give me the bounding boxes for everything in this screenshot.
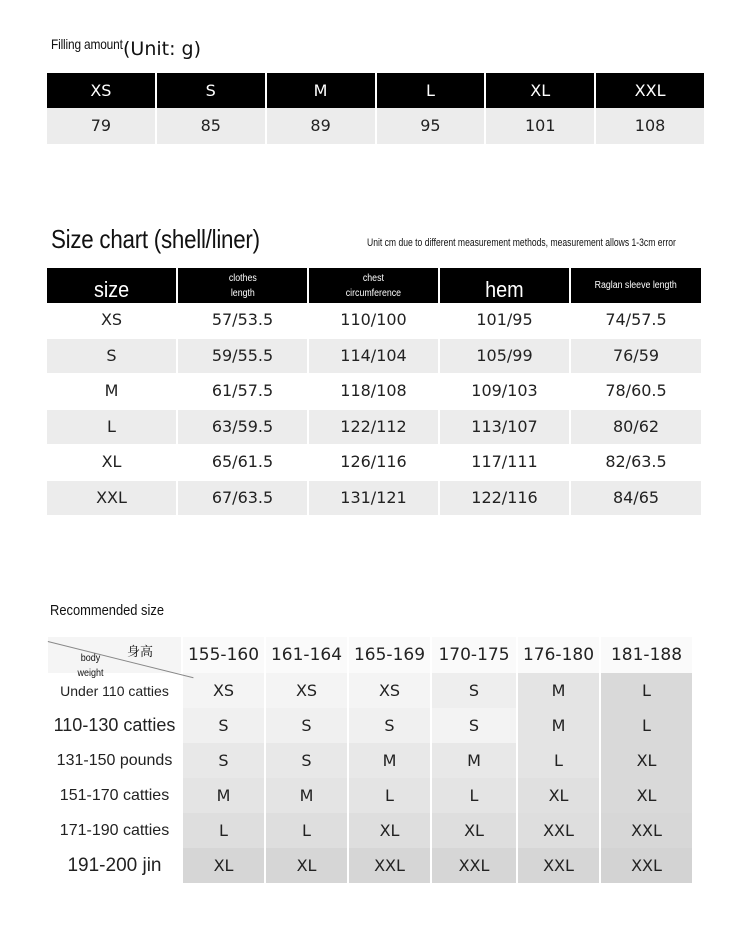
recommended-size-cell: XL: [601, 743, 692, 778]
size-chart-cell: 122/116: [440, 481, 569, 515]
filling-value-cell: 85: [157, 108, 265, 144]
size-chart-cell: XXL: [47, 481, 176, 515]
recommended-size-cell: L: [601, 708, 692, 743]
size-chart-cell: 82/63.5: [605, 452, 667, 471]
filling-value-cell: 95: [377, 108, 485, 144]
height-range-header: 176-180: [518, 637, 599, 673]
recommended-size-cell: S: [432, 673, 516, 708]
filling-size-header: M: [267, 73, 375, 108]
size-chart-cell: L: [47, 410, 176, 444]
size-chart-cell: S: [47, 339, 176, 373]
size-chart-cell: 57/53.5: [211, 310, 274, 329]
weight-range-label: 191-200 jin: [48, 848, 181, 883]
recommended-size-cell: S: [349, 708, 430, 743]
weight-range-label: 171-190 catties: [48, 813, 181, 848]
size-chart-cell: 122/112: [309, 410, 438, 444]
size-chart-cell: 117/111: [471, 452, 538, 471]
recommended-size-cell: XL: [432, 813, 516, 848]
size-chart-cell: 131/121: [309, 481, 438, 515]
recommended-size-cell: XXL: [518, 848, 599, 883]
weight-range-label: 131-150 pounds: [48, 743, 181, 778]
weight-corner-label: body weight: [77, 653, 104, 679]
recommended-size-cell: L: [183, 813, 264, 848]
size-chart-cell: 61/57.5: [211, 381, 274, 400]
filling-size-header: XL: [486, 73, 594, 108]
recommended-size-cell: XXL: [349, 848, 430, 883]
recommended-title: Recommended size: [50, 602, 165, 619]
size-chart-cell: 63/59.5: [178, 410, 307, 444]
recommended-size-cell: S: [432, 708, 516, 743]
recommended-size-cell: S: [266, 743, 347, 778]
recommended-size-cell: XXL: [518, 813, 599, 848]
filling-table: [47, 73, 704, 144]
size-chart-header: [571, 268, 701, 303]
size-chart-header-label: hem: [485, 276, 524, 302]
recommended-size-cell: XS: [183, 673, 264, 708]
recommended-size-cell: L: [518, 743, 599, 778]
recommended-size-cell: L: [432, 778, 516, 813]
size-chart-cell: XL: [101, 452, 122, 471]
recommended-size-cell: M: [183, 778, 264, 813]
recommended-size-cell: XL: [601, 778, 692, 813]
size-chart-cell: 76/59: [571, 339, 701, 373]
size-chart-cell: 118/108: [340, 381, 407, 400]
recommended-size-cell: L: [266, 813, 347, 848]
recommended-size-cell: L: [601, 673, 692, 708]
size-chart-cell: 109/103: [471, 381, 538, 400]
size-chart-cell: 126/116: [340, 452, 407, 471]
size-chart-header-label: clothes length: [228, 272, 257, 299]
size-chart-header-label: size: [93, 276, 130, 302]
size-chart-cell: 80/62: [571, 410, 701, 444]
filling-value-cell: 101: [486, 108, 594, 144]
height-range-header: 170-175: [432, 637, 516, 673]
recommended-size-cell: XL: [266, 848, 347, 883]
size-chart-header: [178, 268, 307, 303]
filling-size-header: XXL: [596, 73, 704, 108]
recommended-size-cell: XXL: [432, 848, 516, 883]
weight-range-label: 110-130 catties: [48, 708, 181, 743]
recommended-size-cell: M: [432, 743, 516, 778]
size-chart-cell: 110/100: [340, 310, 407, 329]
diagonal-divider: [48, 641, 194, 678]
body-height-corner-cell: [48, 637, 181, 679]
size-chart-table: [47, 268, 703, 516]
height-range-header: 155-160: [183, 637, 264, 673]
recommended-table: [48, 637, 700, 883]
recommended-size-cell: S: [266, 708, 347, 743]
recommended-size-cell: M: [518, 673, 599, 708]
height-corner-label: 身高: [127, 645, 154, 660]
size-chart-cell: 84/65: [571, 481, 701, 515]
filling-size-header: XS: [47, 73, 155, 108]
size-chart-cell: 65/61.5: [211, 452, 274, 471]
recommended-size-cell: XL: [349, 813, 430, 848]
filling-title: Filling amount: [51, 36, 123, 52]
size-chart-cell: 67/63.5: [178, 481, 307, 515]
size-chart-cell: 74/57.5: [605, 310, 667, 329]
size-chart-title: Size chart (shell/liner): [51, 224, 260, 254]
size-chart-note: Unit cm due to different measurement methods, measurement allows 1-3cm error: [367, 237, 676, 249]
size-chart-header-label: Raglan sleeve length: [594, 280, 678, 291]
recommended-size-cell: XXL: [601, 813, 692, 848]
filling-value-cell: 79: [47, 108, 155, 144]
recommended-size-cell: M: [518, 708, 599, 743]
filling-value-cell: 89: [267, 108, 375, 144]
size-chart-cell: 114/104: [309, 339, 438, 373]
recommended-size-cell: S: [183, 743, 264, 778]
size-chart-header: [47, 268, 176, 303]
size-chart-header: [440, 268, 569, 303]
recommended-size-cell: M: [349, 743, 430, 778]
recommended-size-cell: XL: [518, 778, 599, 813]
recommended-size-cell: M: [266, 778, 347, 813]
recommended-size-cell: XL: [183, 848, 264, 883]
height-range-header: 181-188: [601, 637, 692, 673]
recommended-size-cell: L: [349, 778, 430, 813]
size-chart-cell: 113/107: [440, 410, 569, 444]
recommended-size-cell: S: [183, 708, 264, 743]
size-chart-cell: 78/60.5: [605, 381, 667, 400]
height-range-header: 165-169: [349, 637, 430, 673]
recommended-size-cell: XS: [349, 673, 430, 708]
filling-size-header: S: [157, 73, 265, 108]
weight-range-label: 151-170 catties: [48, 778, 181, 813]
filling-size-header: L: [377, 73, 485, 108]
filling-value-cell: 108: [596, 108, 704, 144]
size-chart-cell: 105/99: [440, 339, 569, 373]
size-chart-cell: XS: [100, 310, 123, 329]
size-chart-cell: 59/55.5: [178, 339, 307, 373]
size-chart-header-label: chest circumference: [345, 272, 402, 299]
size-chart-cell: 101/95: [476, 310, 533, 329]
height-range-header: 161-164: [266, 637, 347, 673]
recommended-size-cell: XXL: [601, 848, 692, 883]
size-chart-header: [309, 268, 438, 303]
filling-unit: (Unit: g): [123, 38, 202, 60]
size-chart-cell: M: [104, 381, 119, 400]
weight-range-label: Under 110 catties: [48, 673, 181, 708]
recommended-size-cell: XS: [266, 673, 347, 708]
